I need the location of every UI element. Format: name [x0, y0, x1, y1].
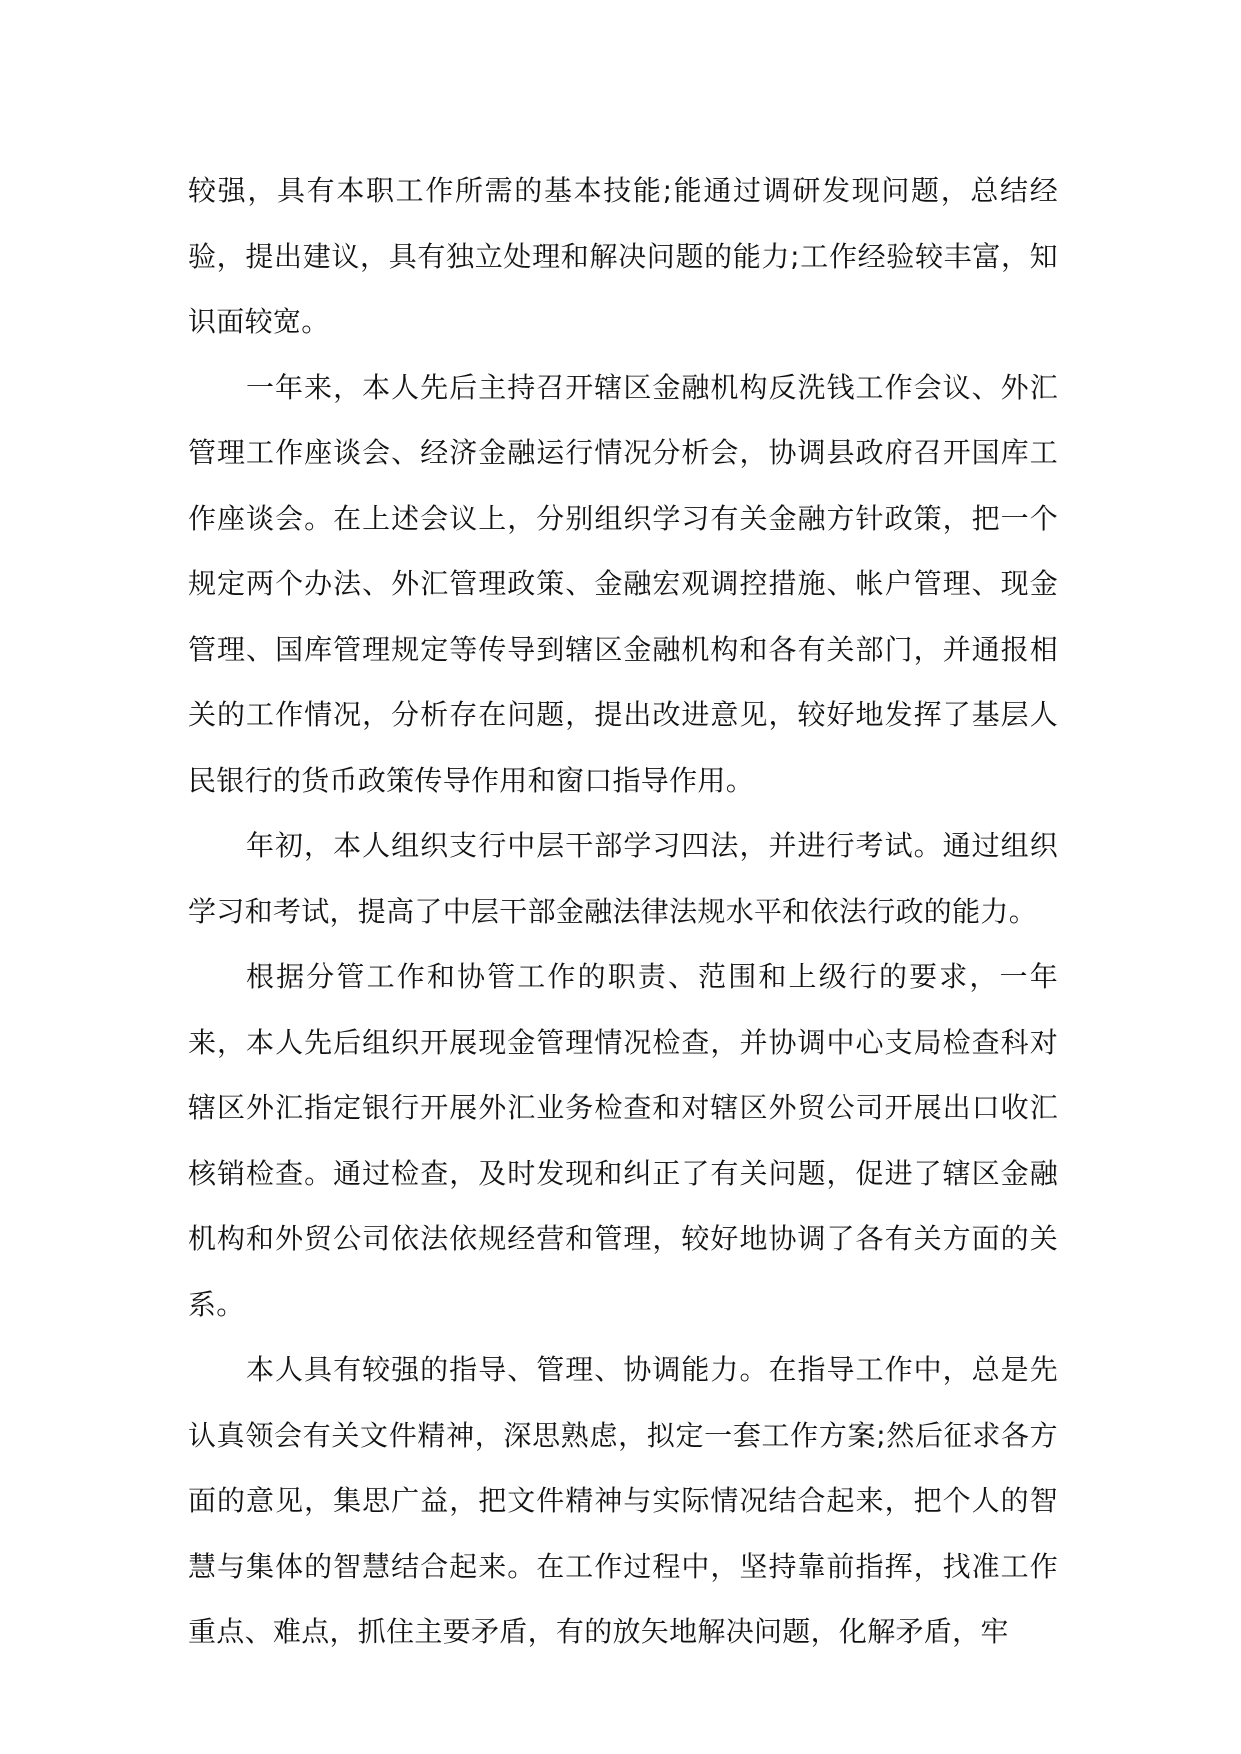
paragraph: 一年来，本人先后主持召开辖区金融机构反洗钱工作会议、外汇管理工作座谈会、经济金融运行情况分析会，协调县政府召开国库工作座谈会。在上述会议上，分别组织学习有关金融方针政策，把一个规定两个办法、外汇管理政策、金融宏观调控措施、帐户管理、现金管理、国库管理规定等传导到辖区金融机构和各有关部门，并通报相关的工作情况，分析存在问题，提出改进意见，较好地发挥了基层人民银行的货币政策传导作用和窗口指导作用。 — [188, 370, 1058, 797]
paragraph-continued: 较强，具有本职工作所需的基本技能;能通过调研发现问题，总结经验，提出建议，具有独立处理和解决问题的能力;工作经验较丰富，知识面较宽。 — [188, 174, 1058, 338]
paragraph: 本人具有较强的指导、管理、协调能力。在指导工作中，总是先认真领会有关文件精神，深思熟虑，拟定一套工作方案;然后征求各方面的意见，集思广益，把文件精神与实际情况结合起来，把个人的智慧与集体的智慧结合起来。在工作过程中，坚持靠前指挥，找准工作重点、难点，抓住主要矛盾，有的放矢地解决问题，化解矛盾，牢 — [188, 1353, 1058, 1648]
paragraph: 年初，本人组织支行中层干部学习四法，并进行考试。通过组织学习和考试，提高了中层干部金融法律法规水平和依法行政的能力。 — [188, 829, 1058, 928]
paragraph: 根据分管工作和协管工作的职责、范围和上级行的要求，一年来，本人先后组织开展现金管理情况检查，并协调中心支局检查科对辖区外汇指定银行开展外汇业务检查和对辖区外贸公司开展出口收汇核销检查。通过检查，及时发现和纠正了有关问题，促进了辖区金融机构和外贸公司依法依规经营和管理，较好地协调了各有关方面的关系。 — [188, 960, 1058, 1321]
document-body — [188, 158, 1058, 1665]
